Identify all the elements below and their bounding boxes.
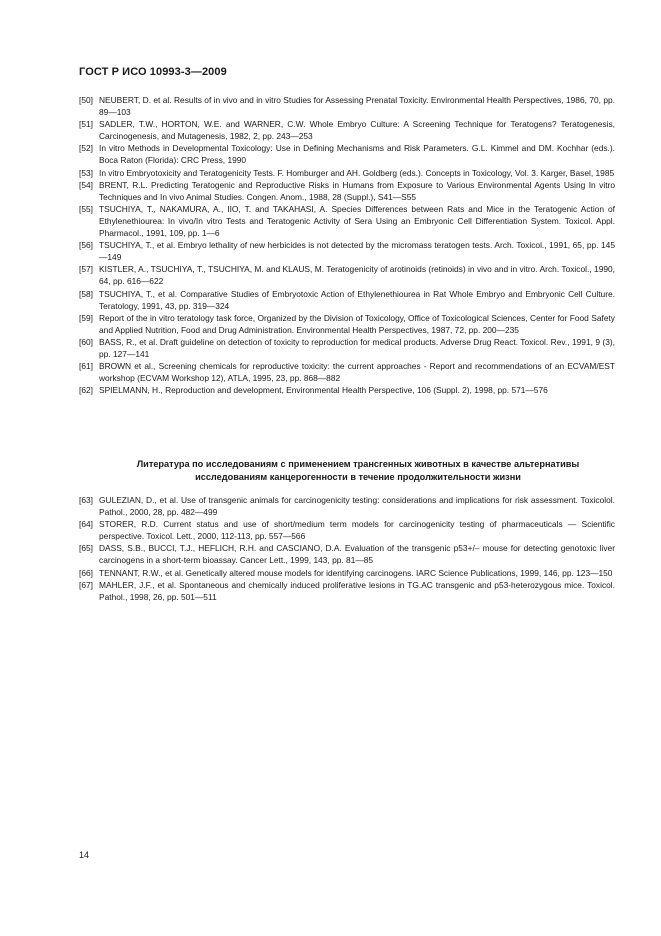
reference-item <box>79 263 615 287</box>
reference-number: [61] <box>79 361 93 372</box>
reference-text: SPIELMANN, H., Reproduction and development, Environmental Health Perspective, 106 (Suppl. 2), 1998, pp. 571—576 <box>99 385 548 396</box>
reference-text: BROWN et al., Screening chemicals for reproductive toxicity: the current approaches - Report and recommendations of an ECVAM/EST workshop (ECVAM Workshop 12), ATLA, 1995, 23, pp. 868—882 <box>99 361 615 384</box>
reference-text: NEUBERT, D. et al. Results of in vivo and in vitro Studies for Assessing Prenatal Toxicity. Environmental Health Perspectives, 1986, 70, pp. 89—103 <box>99 95 615 118</box>
reference-item <box>79 312 615 336</box>
reference-item <box>79 118 615 142</box>
reference-item <box>79 360 615 384</box>
reference-number: [56] <box>79 240 93 251</box>
reference-number: [55] <box>79 203 93 214</box>
reference-number: [65] <box>79 543 93 554</box>
reference-item <box>79 567 615 579</box>
reference-number: [67] <box>79 579 93 590</box>
reference-number: [59] <box>79 312 93 323</box>
reference-text: BRENT, R.L. Predicting Teratogenic and Reproductive Risks in Humans from Exposure to Various Environmental Agents Using In vitro Techniques and In vivo Animal Studies. Congen. Anom., 1988, 28 (Suppl.), S41—S55 <box>99 179 615 202</box>
reference-text: BASS, R., et al. Draft guideline on detection of toxicity to reproduction for medical products. Adverse Drug React. Toxicol. Rev., 1991, 9 (3), pp. 127—141 <box>99 336 615 359</box>
reference-number: [60] <box>79 336 93 347</box>
reference-item <box>79 179 615 203</box>
reference-text: KISTLER, A., TSUCHIYA, T., TSUCHIYA, M. and KLAUS, M. Teratogenicity of arotinoids (retinoids) in vivo and in vitro. Arch. Toxicol., 1990, 64, pp. 616—622 <box>99 264 615 287</box>
reference-text: DASS, S.B., BUCCI, T.J., HEFLICH, R.H. and CASCIANO, D.A. Evaluation of the transgenic p53+/– mouse for detecting genotoxic liver carcinogens in a short-term bioassay. Cancer Lett., 1999, 143, pp. 81—85 <box>99 543 615 566</box>
reference-text: SADLER, T.W., HORTON, W.E. and WARNER, C.W. Whole Embryo Culture: A Screening Technique for Teratogens? Teratogenesis, Carcinogenesis, and Mutagenesis, 1982, 2, pp. 243—253 <box>99 119 615 142</box>
reference-item <box>79 142 615 166</box>
reference-number: [64] <box>79 519 93 530</box>
reference-item <box>79 288 615 312</box>
page-header: ГОСТ Р ИСО 10993-3—2009 <box>79 66 227 78</box>
reference-number: [50] <box>79 95 93 105</box>
reference-item <box>79 203 615 239</box>
reference-item <box>79 384 615 396</box>
reference-text: Report of the in vitro teratology task force, Organized by the Division of Toxicology, Office of Toxicological Sciences, Center for Food Safety and Applied Nutrition, Food and Drug Administration. Environmental Health Perspectives, 1987, 72, pp. 200—235 <box>99 312 615 335</box>
reference-list <box>79 94 615 396</box>
reference-list <box>79 494 615 603</box>
reference-text: TENNANT, R.W., et al. Genetically altered mouse models for identifying carcinogens. IARC Science Publications, 1999, 146, pp. 123—150 <box>99 567 613 578</box>
reference-number: [62] <box>79 385 93 396</box>
reference-text: MAHLER, J.F., et al. Spontaneous and chemically induced proliferative lesions in TG.AC transgenic and p53-heterozygous mice. Toxicol. Pathol., 1998, 26, pp. 501—511 <box>99 579 615 602</box>
reference-item <box>79 239 615 263</box>
reference-item <box>79 336 615 360</box>
reference-number: [58] <box>79 288 93 299</box>
reference-text: GULEZIAN, D., et al. Use of transgenic animals for carcinogenicity testing: considerations and implications for risk assessment. Toxicolol. Pathol., 2000, 28, pp. 482—499 <box>99 495 615 518</box>
reference-text: TSUCHIYA, T., et al. Embryo lethality of new herbicides is not detected by the micromass teratogen tests. Arch. Toxicol., 1991, 65, pp. 145—149 <box>99 240 615 263</box>
reference-number: [66] <box>79 567 93 578</box>
section-heading: Литература по исследованиям с применением трансгенных животных в качестве альтернативы исследованиям канцерогенности в течение продолжительности жизни <box>136 459 580 482</box>
reference-item <box>79 494 615 518</box>
reference-text: In vitro Methods in Developmental Toxicology: Use in Defining Mechanisms and Risk Parameters. G.L. Kimmel and DM. Kochhar (eds.). Boca Raton (Florida): CRC Press, 1990 <box>99 143 615 166</box>
reference-number: [63] <box>79 495 93 505</box>
reference-item <box>79 542 615 566</box>
reference-number: [57] <box>79 264 93 275</box>
reference-number: [52] <box>79 143 93 154</box>
reference-text: STORER, R.D. Current status and use of short/medium term models for carcinogenicity testing of pharmaceuticals — Scientific perspective. Toxicol. Lett., 2000, 112-113, pp. 557—566 <box>99 519 615 542</box>
reference-number: [51] <box>79 119 93 130</box>
reference-number: [53] <box>79 167 93 178</box>
reference-item <box>79 518 615 542</box>
reference-number: [54] <box>79 179 93 190</box>
reference-text: TSUCHIYA, T., NAKAMURA, A., IIO, T. and TAKAHASI, A. Species Differences between Rats and Mice in the Teratogenic Action of Ethylenethiourea: In vivo/In vitro Tests and Teratogenic Activity of Sera Using an Embryonic Cell Differentiation System. Toxicol. Appl. Pharmacol., 1991, 109, pp. 1—6 <box>99 203 615 239</box>
reference-item <box>79 94 615 118</box>
page-number: 14 <box>79 850 90 860</box>
reference-item <box>79 167 615 179</box>
reference-text: TSUCHIYA, T., et al. Comparative Studies of Embryotoxic Action of Ethylenethiourea in Rat Whole Embryo and Embryonic Cell Culture. Teratology, 1991, 43, pp. 319—324 <box>99 288 615 311</box>
reference-item <box>79 579 615 603</box>
reference-text: In vitro Embryotoxicity and Teratogenicity Tests. F. Homburger and AH. Goldberg (eds.). Concepts in Toxicology, Vol. 3. Karger, Basel, 1985 <box>99 167 615 178</box>
